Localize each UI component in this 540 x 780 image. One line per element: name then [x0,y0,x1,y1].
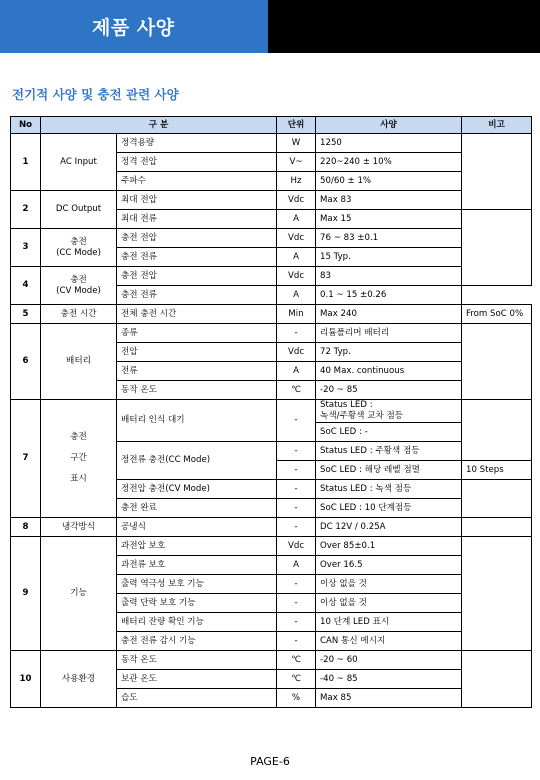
item-unit: - [277,594,316,613]
page-title: 제품 사양 [92,17,175,39]
row-no: 5 [11,305,41,324]
item-label: 충전 전류 [117,248,277,267]
header-category: 구 분 [41,117,277,134]
header-no: No [11,117,41,134]
note-cell [462,651,532,708]
item-unit: - [277,480,316,499]
item-label: 정전압 충전(CV Mode) [117,480,277,499]
note-cell [462,400,532,461]
item-unit: Vdc [277,267,316,286]
table-row [11,267,532,286]
item-label: 전체 충전 시간 [117,305,277,324]
row-category [41,400,117,518]
row-category: 충전 시간 [41,305,117,324]
item-spec: 이상 없을 것 [316,594,462,613]
row-category: 배터리 [41,324,117,400]
item-spec: 1250 [316,134,462,153]
item-spec: Status LED : 주황색 점등 [316,442,462,461]
category-line: (CC Mode) [56,247,101,258]
row-category [41,229,117,267]
item-label: 충전 전류 감시 기능 [117,632,277,651]
item-spec: -40 ~ 85 [316,670,462,689]
item-label: 배터리 잔량 확인 기능 [117,613,277,632]
row-category: AC Input [41,134,117,191]
item-unit: - [277,499,316,518]
header-unit: 단위 [277,117,316,134]
item-label: 종류 [117,324,277,343]
header-note: 비고 [462,117,532,134]
item-unit: Min [277,305,316,324]
note-cell [462,480,532,518]
note-cell: From SoC 0% [462,305,532,324]
item-spec: SoC LED : 해당 레벨 점멸 [316,461,462,480]
item-spec: Max 85 [316,689,462,708]
row-category: 냉각방식 [41,518,117,537]
item-label: 동작 온도 [117,651,277,670]
item-unit: Vdc [277,537,316,556]
item-label: 충전 전압 [117,267,277,286]
note-cell: 10 Steps [462,461,532,480]
note-cell [462,134,532,210]
item-unit: W [277,134,316,153]
spec-line: Status LED : [320,400,373,410]
item-unit: A [277,286,316,305]
row-no: 1 [11,134,41,191]
item-spec: Status LED : 녹색 점등 [316,480,462,499]
category-line: 충전 [70,236,87,247]
item-unit: - [277,575,316,594]
item-spec [316,400,462,423]
item-unit: - [277,324,316,343]
item-label: 배터리 인식 대기 [117,400,277,442]
item-label: 최대 전류 [117,210,277,229]
item-spec: 40 Max. continuous [316,362,462,381]
row-no: 9 [11,537,41,651]
item-unit: - [277,613,316,632]
item-unit: - [277,442,316,461]
row-no: 10 [11,651,41,708]
item-unit: V~ [277,153,316,172]
item-label: 충전 전압 [117,229,277,248]
item-label: 출력 단락 보호 기능 [117,594,277,613]
item-spec: 0.1 ~ 15 ±0.26 [316,286,462,305]
table-row [11,324,532,343]
spec-line: 녹색/주황색 교차 점등 [320,411,404,421]
item-unit: Vdc [277,191,316,210]
item-spec: SoC LED : - [316,423,462,442]
item-unit: A [277,210,316,229]
item-label: 과전압 보호 [117,537,277,556]
table-row [11,400,532,423]
item-unit: Vdc [277,229,316,248]
note-cell [462,324,532,400]
item-unit: A [277,248,316,267]
note-cell [462,210,532,286]
table-row [11,191,532,210]
table-row [11,651,532,670]
item-spec: Max 240 [316,305,462,324]
row-category: 기능 [41,537,117,651]
page-number: PAGE-6 [250,755,290,768]
item-label: 정격 전압 [117,153,277,172]
item-unit: % [277,689,316,708]
item-label: 주파수 [117,172,277,191]
category-line: 충전 [70,432,87,442]
item-unit: A [277,556,316,575]
header-title-bar [0,0,268,53]
row-no: 6 [11,324,41,400]
item-spec: Max 83 [316,191,462,210]
section-title: 전기적 사양 및 충전 관련 사양 [12,87,179,102]
row-no: 7 [11,400,41,518]
item-spec: 83 [316,267,462,286]
table-row [11,229,532,248]
item-unit: - [277,518,316,537]
table-row [11,537,532,556]
note-cell [462,518,532,537]
item-spec: Over 16.5 [316,556,462,575]
item-spec: -20 ~ 85 [316,381,462,400]
item-unit: - [277,632,316,651]
table-header-row [11,117,532,134]
item-unit: A [277,362,316,381]
item-label: 동작 온도 [117,381,277,400]
item-spec: 이상 없을 것 [316,575,462,594]
row-category: 사용환경 [41,651,117,708]
item-unit: ℃ [277,651,316,670]
category-line: 충전 [70,274,87,285]
item-unit: - [277,400,316,442]
row-no: 2 [11,191,41,229]
item-label: 전류 [117,362,277,381]
row-no: 4 [11,267,41,305]
item-label: 정격용량 [117,134,277,153]
header-spec: 사양 [316,117,462,134]
item-spec: -20 ~ 60 [316,651,462,670]
item-spec: DC 12V / 0.25A [316,518,462,537]
item-spec: SoC LED : 10 단계점등 [316,499,462,518]
note-cell [462,537,532,651]
row-category: DC Output [41,191,117,229]
item-label: 정전류 충전(CC Mode) [117,442,277,480]
item-spec: CAN 통신 메시지 [316,632,462,651]
item-unit: ℃ [277,381,316,400]
item-spec: 50/60 ± 1% [316,172,462,191]
item-spec: Over 85±0.1 [316,537,462,556]
spec-table [10,116,532,708]
item-label: 충전 완료 [117,499,277,518]
item-label: 출력 역극성 보호 기능 [117,575,277,594]
table-row [11,305,532,324]
item-spec: Max 15 [316,210,462,229]
item-spec: 15 Typ. [316,248,462,267]
item-label: 충전 전류 [117,286,277,305]
header-dark-bar [268,0,540,53]
item-spec: 76 ~ 83 ±0.1 [316,229,462,248]
item-label: 보관 온도 [117,670,277,689]
item-label: 습도 [117,689,277,708]
row-no: 8 [11,518,41,537]
item-label: 과전류 보호 [117,556,277,575]
category-line: 표시 [70,474,87,484]
item-spec: 10 단계 LED 표시 [316,613,462,632]
row-no: 3 [11,229,41,267]
item-spec: 72 Typ. [316,343,462,362]
item-label: 공냉식 [117,518,277,537]
item-spec: 리튬폴리머 배터리 [316,324,462,343]
item-label: 최대 전압 [117,191,277,210]
table-row [11,518,532,537]
item-unit: Vdc [277,343,316,362]
item-label: 전압 [117,343,277,362]
item-unit: ℃ [277,670,316,689]
category-line: (CV Mode) [56,285,101,296]
category-line: 구간 [70,453,87,463]
item-unit: - [277,461,316,480]
row-category [41,267,117,305]
item-spec: 220~240 ± 10% [316,153,462,172]
table-row [11,134,532,153]
item-unit: Hz [277,172,316,191]
